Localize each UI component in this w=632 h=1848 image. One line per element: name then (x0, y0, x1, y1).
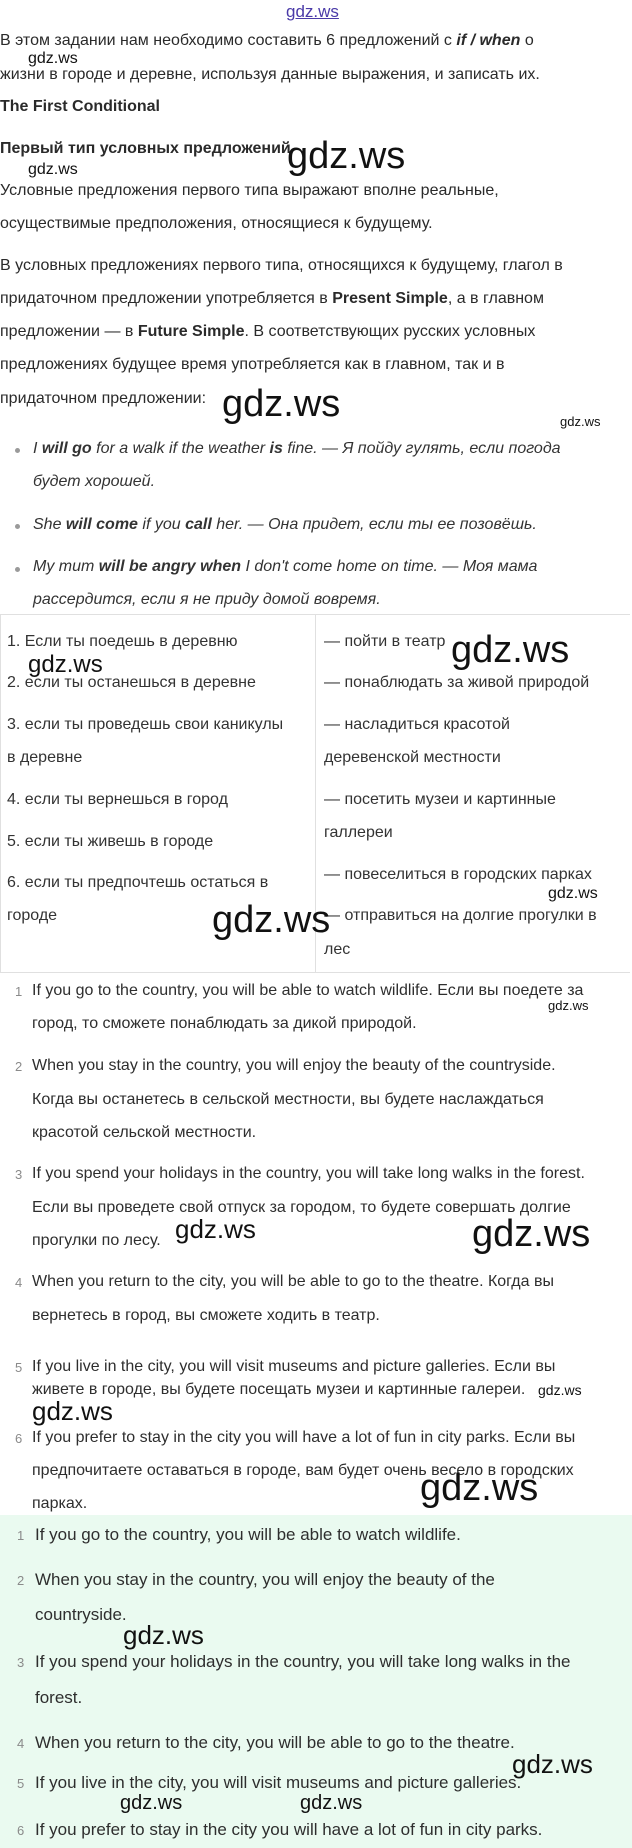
table-right-2: — понаблюдать за живой природой (324, 674, 590, 691)
watermark-top[interactable]: gdz.ws (286, 2, 339, 21)
watermark: gdz.ws (175, 1214, 256, 1244)
watermark: gdz.ws (120, 1792, 183, 1814)
heading-ru: Первый тип условных предложений (0, 140, 291, 157)
answer-6-line-2: предпочитаете оставаться в городе, вам будет очень весело в городских (32, 1462, 574, 1479)
bullet-icon (15, 448, 20, 453)
table-right-3: — насладиться красотой (324, 716, 510, 733)
para1-line-1: Условные предложения первого типа выражают вполне реальные, (0, 182, 499, 199)
para2-text: , а в главном (447, 290, 544, 307)
table-right-6: — отправиться на долгие прогулки в (324, 907, 597, 924)
answer-6-line-3: парках. (32, 1495, 88, 1512)
watermark: gdz.ws (512, 1749, 593, 1779)
answer-5-line-2: живете в городе, вы будете посещать музеи и картинные галереи. (32, 1381, 526, 1398)
answer-3-line-3: прогулки по лесу. (32, 1232, 161, 1249)
watermark: gdz.ws (28, 50, 78, 67)
answer-6-line-1: If you prefer to stay in the city you will have a lot of fun in city parks. Если вы (32, 1429, 576, 1446)
answer-number: 1 (15, 984, 23, 999)
green-answer-2-line-1: When you stay in the country, you will enjoy the beauty of the (35, 1570, 495, 1589)
table-right-4: — посетить музеи и картинные (324, 791, 556, 808)
watermark: gdz.ws (212, 899, 331, 941)
example-text: for a walk if the weather (91, 440, 270, 457)
answer-3-line-2: Если вы проведете свой отпуск за городом, то будете совершать долгие (32, 1199, 571, 1216)
answer-1-line-1: If you go to the country, you will be able to watch wildlife. Если вы поедете за (32, 982, 584, 999)
table-left-4: 4. если ты вернешься в город (7, 791, 228, 808)
watermark: gdz.ws (560, 414, 601, 429)
answer-4-line-1: When you return to the city, you will be able to go to the theatre. Когда вы (32, 1273, 554, 1290)
answer-number: 2 (15, 1059, 23, 1074)
answer-number: 6 (15, 1431, 23, 1446)
para1-line-2: осуществимые предположения, относящиеся к будущему. (0, 215, 433, 232)
watermark: gdz.ws (420, 1467, 539, 1509)
example-1-line-2: будет хорошей. (33, 473, 156, 490)
green-answer-3-line-1: If you spend your holidays in the country, you will take long walks in the (35, 1652, 571, 1671)
para2-line-3 (0, 322, 535, 342)
answer-5-line-1: If you live in the city, you will visit museums and picture galleries. Если вы (32, 1358, 556, 1375)
table-right-3b: деревенской местности (324, 749, 501, 766)
example-text: My mum (33, 558, 99, 575)
table-left-1: 1. Если ты поедешь в деревню (7, 633, 238, 650)
green-answer-5: If you live in the city, you will visit museums and picture galleries. (35, 1773, 522, 1792)
heading-en: The First Conditional (0, 98, 160, 115)
table-left-6b: городе (7, 907, 58, 924)
watermark: gdz.ws (548, 998, 589, 1013)
para2-line-4: предложениях будущее время употребляется как в главном, так и в (0, 356, 505, 373)
table-right-5: — повеселиться в городских парках (324, 866, 592, 883)
bullet-icon (15, 524, 20, 529)
example-bold: will go (41, 440, 92, 457)
table-right-4b: галлереи (324, 824, 393, 841)
watermark: gdz.ws (287, 135, 406, 177)
watermark: gdz.ws (28, 651, 103, 678)
answer-3-line-1: If you spend your holidays in the country, you will take long walks in the forest. (32, 1165, 585, 1182)
example-bold: will come (65, 516, 138, 533)
example-1-line-1 (33, 439, 561, 459)
green-answer-1: If you go to the country, you will be able to watch wildlife. (35, 1525, 461, 1544)
para2-line-1: В условных предложениях первого типа, относящихся к будущему, глагол в (0, 257, 563, 274)
answer-number: 4 (15, 1275, 23, 1290)
green-answer-2-line-2: countryside. (35, 1605, 127, 1624)
para2-text: . В соответствующих русских условных (244, 323, 536, 340)
intro-line-1 (0, 31, 534, 51)
intro-text: В этом задании нам необходимо составить 6 предложений с (0, 32, 457, 49)
example-3-line-1 (33, 557, 537, 577)
watermark: gdz.ws (451, 629, 570, 671)
para2-text: предложении — в (0, 323, 138, 340)
answer-number: 5 (17, 1776, 25, 1791)
example-bold: will be angry when (98, 558, 242, 575)
table-left-6: 6. если ты предпочтешь остаться в (7, 874, 269, 891)
table-left-2: 2. если ты останешься в деревне (7, 674, 256, 691)
example-text: if you (137, 516, 186, 533)
watermark: gdz.ws (548, 885, 598, 902)
answer-number: 6 (17, 1823, 25, 1838)
watermark: gdz.ws (28, 161, 78, 178)
table-left-3b: в деревне (7, 749, 83, 766)
para2-line-2 (0, 289, 544, 309)
green-answer-4: When you return to the city, you will be able to go to the theatre. (35, 1733, 515, 1752)
answer-number: 3 (17, 1655, 25, 1670)
intro-keywords: if / when (456, 32, 521, 49)
watermark: gdz.ws (538, 1382, 582, 1398)
answer-number: 3 (15, 1167, 23, 1182)
answer-2-line-3: красотой сельской местности. (32, 1124, 257, 1141)
answer-number: 5 (15, 1360, 23, 1375)
green-answer-6: If you prefer to stay in the city you will have a lot of fun in city parks. (35, 1820, 543, 1839)
term-future-simple: Future Simple (137, 323, 245, 340)
answer-number: 1 (17, 1528, 25, 1543)
table-left-3: 3. если ты проведешь свои каникулы (7, 716, 284, 733)
answer-4-line-2: вернетесь в город, вы сможете ходить в театр. (32, 1307, 380, 1324)
intro-text-end: о (520, 32, 534, 49)
answer-number: 2 (17, 1573, 25, 1588)
example-bold: call (185, 516, 212, 533)
example-text: her. — Она придет, если ты ее позовёшь. (211, 516, 537, 533)
example-text: fine. — Я пойду гулять, если погода (282, 440, 561, 457)
table-right-6b: лес (324, 941, 351, 958)
para2-text: придаточном предложении употребляется в (0, 290, 333, 307)
example-bold: is (269, 440, 283, 457)
example-text: She (33, 516, 66, 533)
watermark: gdz.ws (32, 1396, 113, 1426)
term-present-simple: Present Simple (332, 290, 448, 307)
example-3-line-2: рассердится, если я не приду домой вовремя. (33, 591, 381, 608)
answer-2-line-1: When you stay in the country, you will enjoy the beauty of the countryside. (32, 1057, 556, 1074)
answer-1-line-2: город, то сможете понаблюдать за дикой природой. (32, 1015, 417, 1032)
watermark: gdz.ws (222, 383, 341, 425)
answer-2-line-2: Когда вы останетесь в сельской местности, вы будете наслаждаться (32, 1091, 544, 1108)
answer-number: 4 (17, 1736, 25, 1751)
intro-line-2: жизни в городе и деревне, используя данные выражения, и записать их. (0, 66, 540, 83)
green-answer-3-line-2: forest. (35, 1688, 83, 1707)
watermark: gdz.ws (123, 1620, 204, 1650)
table-right-1: — пойти в театр (324, 633, 446, 650)
example-text: I don't come home on time. — Моя мама (241, 558, 538, 575)
bullet-icon (15, 567, 20, 572)
table-left-5: 5. если ты живешь в городе (7, 833, 214, 850)
example-2-line-1 (33, 515, 537, 535)
example-text: I (33, 440, 42, 457)
watermark: gdz.ws (472, 1213, 591, 1255)
watermark: gdz.ws (300, 1792, 363, 1814)
para2-line-5: придаточном предложении: (0, 390, 207, 407)
